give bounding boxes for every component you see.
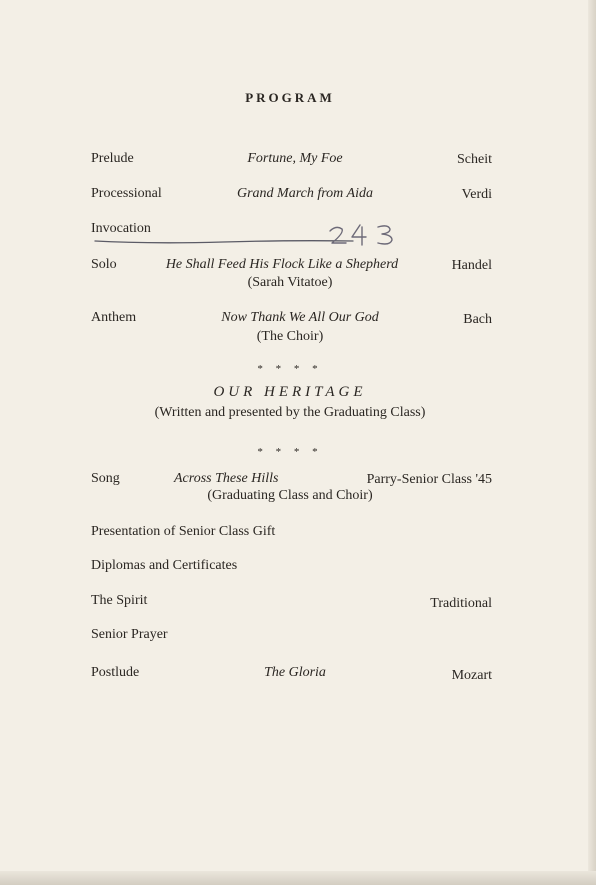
item-label-prelude: Prelude <box>91 151 134 166</box>
heritage-subtitle: (Written and presented by the Graduating Class) <box>154 405 426 420</box>
item-piece-song: Across These Hills <box>174 471 279 486</box>
item-label-solo: Solo <box>91 257 117 272</box>
handwritten-number-annotation <box>322 221 406 249</box>
item-label-diplomas: Diplomas and Certificates <box>91 558 238 573</box>
item-performer-anthem: (The Choir) <box>256 329 324 344</box>
paper-edge-bottom <box>0 871 596 885</box>
item-composer-anthem: Bach <box>463 312 492 327</box>
item-piece-solo: He Shall Feed His Flock Like a Shepherd <box>165 257 399 272</box>
pencil-underline-mark <box>93 233 355 247</box>
paper-edge-right <box>588 0 596 885</box>
item-performer-solo: (Sarah Vitatoe) <box>247 275 333 290</box>
item-piece-prelude: Fortune, My Foe <box>247 151 343 166</box>
program-title: PROGRAM <box>245 90 335 105</box>
item-composer-song: Parry-Senior Class '45 <box>366 472 492 487</box>
item-label-anthem: Anthem <box>91 310 137 325</box>
separator-stars-2: * * * * <box>257 446 323 458</box>
item-composer-processional: Verdi <box>461 187 492 202</box>
item-composer-postlude: Mozart <box>451 668 492 683</box>
item-performer-song: (Graduating Class and Choir) <box>207 488 373 503</box>
item-label-song: Song <box>91 471 120 486</box>
item-label-processional: Processional <box>91 186 162 201</box>
item-composer-prelude: Scheit <box>457 152 492 167</box>
item-label-spirit: The Spirit <box>91 593 148 608</box>
item-piece-postlude: The Gloria <box>264 665 326 680</box>
item-piece-anthem: Now Thank We All Our God <box>221 310 379 325</box>
item-composer-solo: Handel <box>451 258 492 273</box>
item-label-prayer: Senior Prayer <box>91 627 168 642</box>
item-label-invocation: Invocation <box>91 221 151 236</box>
separator-stars-1: * * * * <box>257 363 323 375</box>
item-piece-processional: Grand March from Aida <box>237 186 373 201</box>
item-label-gift: Presentation of Senior Class Gift <box>91 524 276 539</box>
item-label-postlude: Postlude <box>91 665 140 680</box>
heritage-title: OUR HERITAGE <box>213 384 367 400</box>
item-composer-spirit: Traditional <box>430 596 492 611</box>
